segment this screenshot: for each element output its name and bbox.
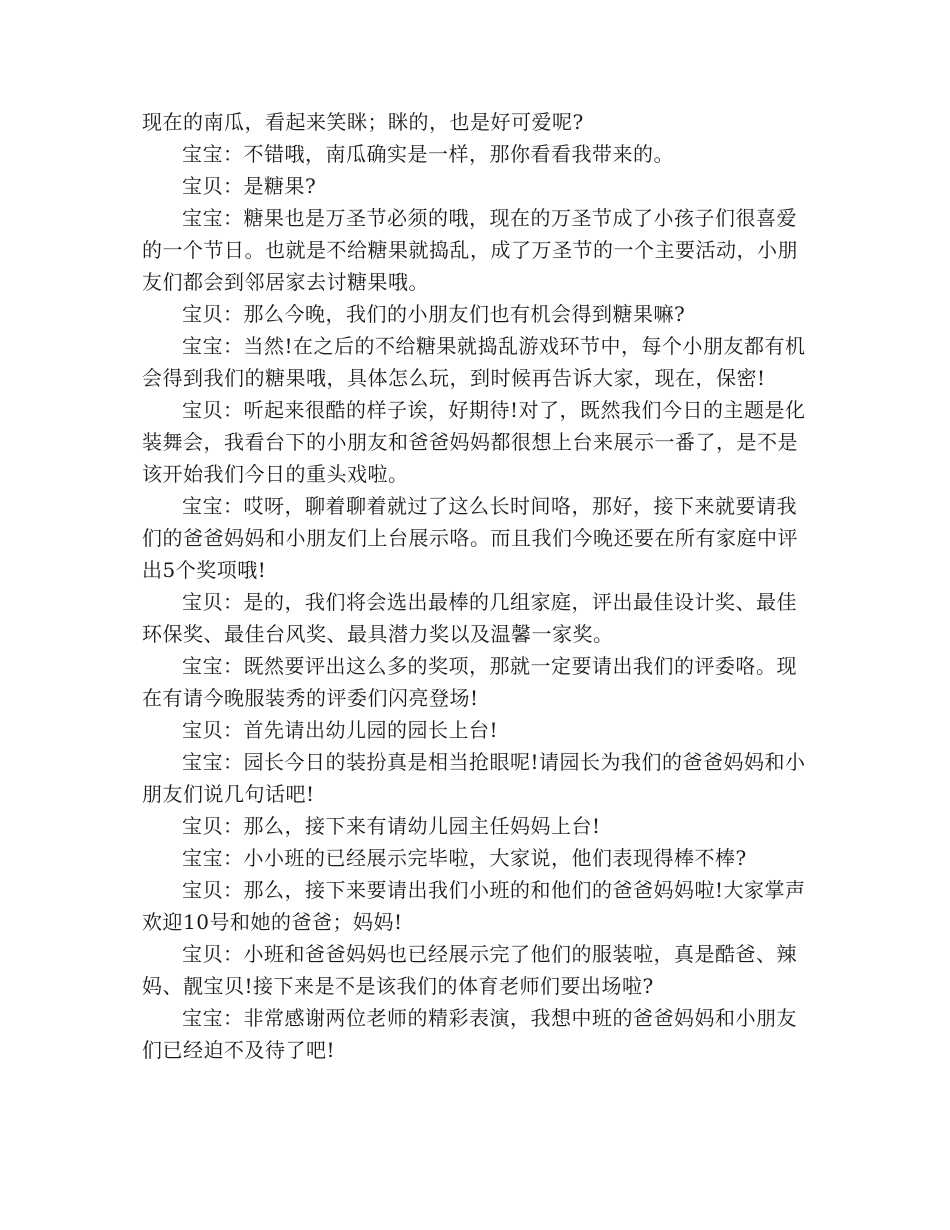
dialogue-paragraph: 宝宝：哎呀，聊着聊着就过了这么长时间咯，那好，接下来就要请我们的爸爸妈妈和小朋友们上台展示咯。而且我们今晚还要在所有家庭中评出5个奖项哦! bbox=[142, 494, 798, 582]
dialogue-paragraph: 宝宝：不错哦，南瓜确实是一样，那你看看我带来的。 bbox=[182, 142, 674, 166]
dialogue-paragraph: 宝宝：园长今日的装扮真是相当抢眼呢!请园长为我们的爸爸妈妈和小朋友们说几句话吧! bbox=[142, 750, 806, 806]
dialogue-paragraph: 宝贝：那么今晚，我们的小朋友们也有机会得到糖果嘛? bbox=[182, 302, 686, 326]
dialogue-paragraph: 宝宝：当然!在之后的不给糖果就捣乱游戏环节中，每个小朋友都有机会得到我们的糖果哦，具体怎么玩，到时候再告诉大家，现在，保密! bbox=[142, 334, 806, 390]
dialogue-paragraph: 宝贝：首先请出幼儿园的园长上台! bbox=[182, 718, 499, 742]
dialogue-paragraph: 宝贝：那么，接下来要请出我们小班的和他们的爸爸妈妈啦!大家掌声欢迎10号和她的爸爸；妈妈! bbox=[142, 878, 806, 934]
dialogue-paragraph: 宝宝：小小班的已经展示完毕啦，大家说，他们表现得棒不棒? bbox=[182, 846, 747, 870]
dialogue-paragraph: 宝宝：既然要评出这么多的奖项，那就一定要请出我们的评委咯。现在有请今晚服装秀的评委们闪亮登场! bbox=[142, 654, 797, 710]
dialogue-paragraph: 宝贝：听起来很酷的样子诶，好期待!对了，既然我们今日的主题是化装舞会，我看台下的小朋友和爸爸妈妈都很想上台来展示一番了，是不是该开始我们今日的重头戏啦。 bbox=[142, 398, 806, 486]
dialogue-paragraph: 宝贝：是糖果? bbox=[182, 174, 317, 198]
document-body bbox=[142, 106, 812, 1066]
dialogue-paragraph: 宝宝：糖果也是万圣节必须的哦，现在的万圣节成了小孩子们很喜爱的一个节日。也就是不给糖果就捣乱，成了万圣节的一个主要活动，小朋友们都会到邻居家去讨糖果哦。 bbox=[142, 206, 798, 294]
dialogue-paragraph: 宝宝：非常感谢两位老师的精彩表演，我想中班的爸爸妈妈和小朋友们已经迫不及待了吧! bbox=[142, 1006, 797, 1062]
dialogue-paragraph: 宝贝：那么，接下来有请幼儿园主任妈妈上台! bbox=[182, 814, 601, 838]
paragraph-continued: 现在的南瓜，看起来笑眯；眯的，也是好可爱呢? bbox=[142, 110, 584, 134]
dialogue-paragraph: 宝贝：是的，我们将会选出最棒的几组家庭，评出最佳设计奖、最佳环保奖、最佳台风奖、最具潜力奖以及温馨一家奖。 bbox=[142, 590, 797, 646]
dialogue-paragraph: 宝贝：小班和爸爸妈妈也已经展示完了他们的服装啦，真是酷爸、辣妈、靓宝贝!接下来是不是该我们的体育老师们要出场啦? bbox=[142, 942, 797, 998]
